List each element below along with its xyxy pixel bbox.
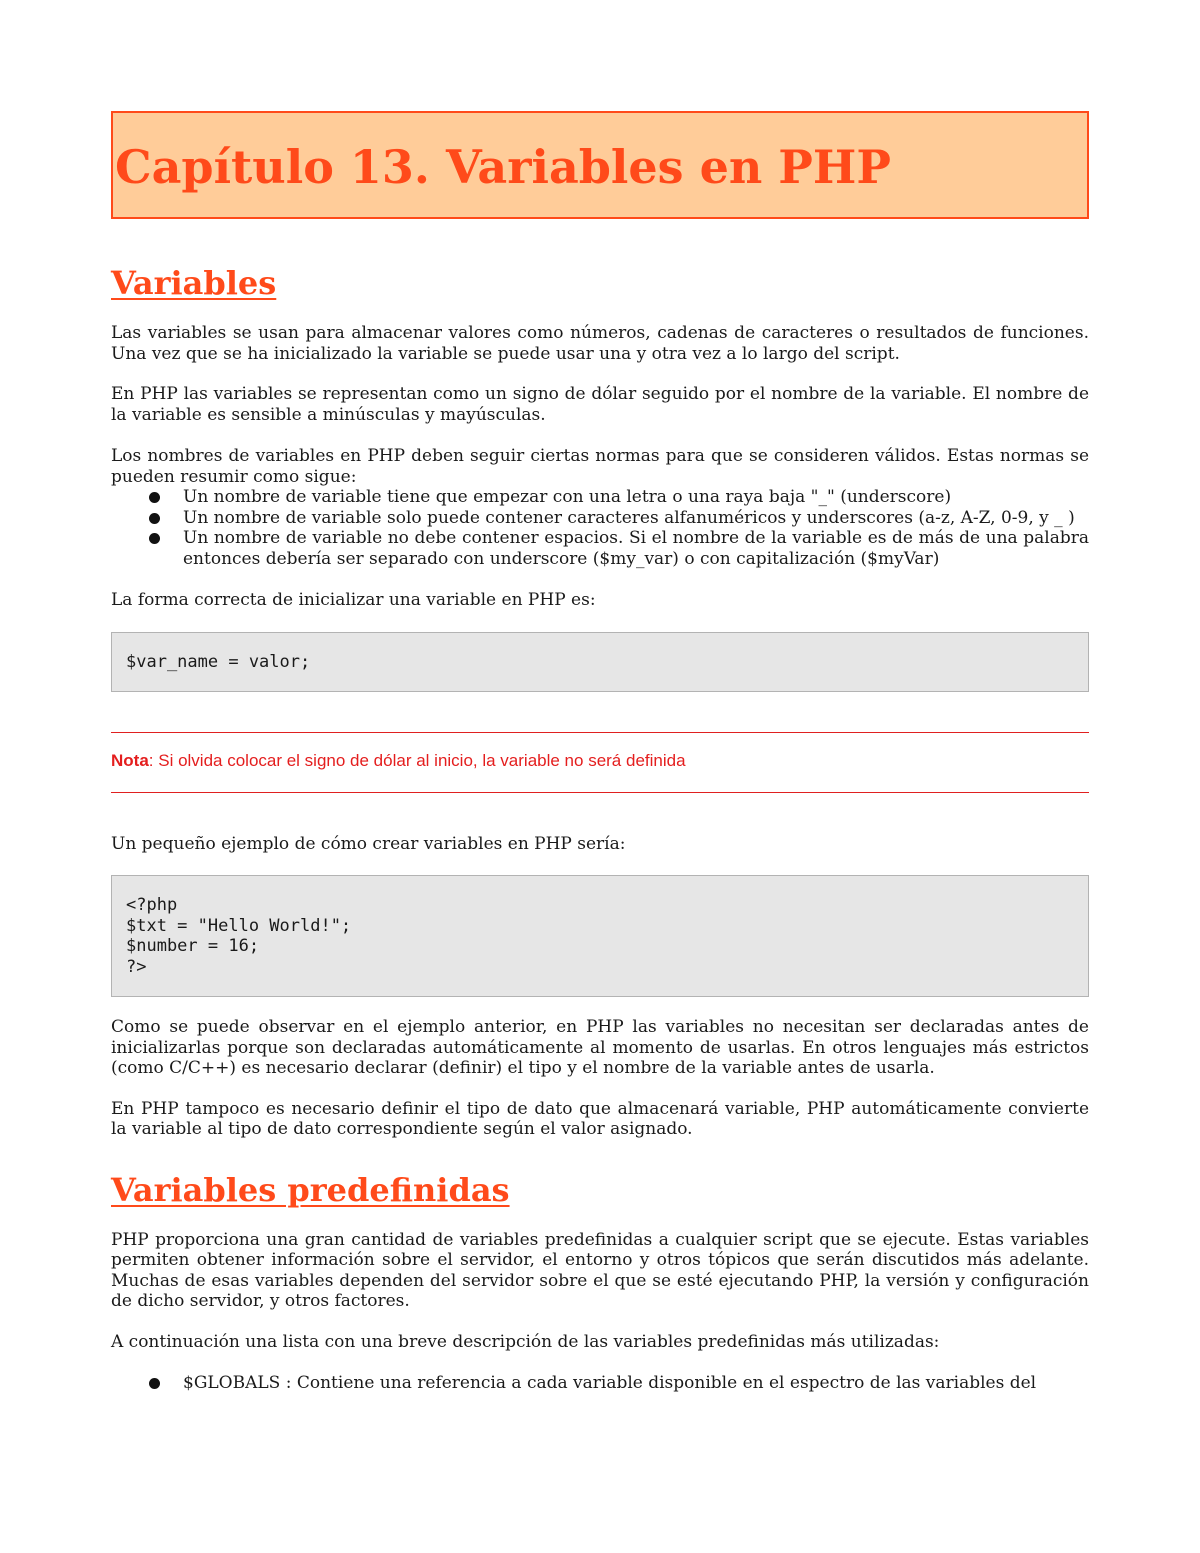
paragraph-naming-rules: Los nombres de variables en PHP deben seguir ciertas normas para que se consideren válidos. Estas normas se pueden resumir como sigue:	[111, 446, 1089, 487]
code-block-example: <?php $txt = "Hello World!"; $number = 16; ?>	[111, 875, 1089, 997]
paragraph-type-conversion: En PHP tampoco es necesario definir el tipo de dato que almacenará variable, PHP automáticamente convierte la variable al tipo de dato correspondiente según el valor asignado.	[111, 1098, 1089, 1139]
section-heading-predefined: Variables predefinidas	[111, 1170, 510, 1209]
note-box	[111, 732, 1089, 793]
paragraph-intro: Las variables se usan para almacenar valores como números, cadenas de caracteres o resultados de funciones. Una vez que se ha inicializado la variable se puede usar una y otra vez a lo largo del script.	[111, 323, 1089, 364]
chapter-title-box	[111, 111, 1089, 219]
bullet-icon	[149, 492, 160, 503]
list-item	[111, 508, 1089, 529]
list-item	[111, 1373, 1089, 1394]
section-heading-variables: Variables	[111, 264, 277, 302]
paragraph-no-declaration: Como se puede observar en el ejemplo anterior, en PHP las variables no necesitan ser declaradas antes de inicializarlas porque son declaradas automáticamente al momento de usarlas. En otros lenguajes más estrictos (como C/C++) es necesario declarar (definir) el tipo y el nombre de la variable antes de usarla.	[111, 1017, 1089, 1078]
list-item-text: Un nombre de variable no debe contener espacios. Si el nombre de la variable es de más de una palabra entonces debería ser separado con underscore ($my_var) o con capitalización ($myVar)	[183, 528, 1089, 569]
bullet-icon	[149, 513, 160, 524]
paragraph-dollar-sign: En PHP las variables se representan como un signo de dólar seguido por el nombre de la variable. El nombre de la variable es sensible a minúsculas y mayúsculas.	[111, 384, 1089, 425]
chapter-title: Capítulo 13. Variables en PHP	[115, 140, 891, 194]
list-item-text: Un nombre de variable tiene que empezar con una letra o una raya baja "_" (underscore)	[183, 487, 952, 507]
list-item-text: $GLOBALS : Contiene una referencia a cada variable disponible en el espectro de las variables del	[183, 1373, 1037, 1393]
list-item	[111, 487, 1089, 508]
paragraph-predefined-intro: PHP proporciona una gran cantidad de variables predefinidas a cualquier script que se ejecute. Estas variables permiten obtener información sobre el servidor, el entorno y otros tópicos que serán discutidos más adelante. Muchas de esas variables dependen del servidor sobre el que se esté ejecutando PHP, la versión y configuración de dicho servidor, y otros factores.	[111, 1229, 1089, 1311]
predefined-variables-list	[111, 1373, 1089, 1394]
list-item-text: Un nombre de variable solo puede contener caracteres alfanuméricos y underscores (a-z, A-Z, 0-9, y _ )	[183, 507, 1075, 528]
bullet-icon	[149, 533, 160, 544]
paragraph-example-intro: Un pequeño ejemplo de cómo crear variables en PHP sería:	[111, 833, 626, 854]
naming-rules-list	[111, 487, 1089, 569]
list-item	[111, 528, 1089, 569]
paragraph-init-form: La forma correcta de inicializar una variable en PHP es:	[111, 590, 596, 610]
note-label: Nota	[111, 750, 149, 770]
document-page	[111, 111, 1089, 1394]
paragraph-predefined-list-intro: A continuación una lista con una breve descripción de las variables predefinidas más utilizadas:	[111, 1331, 940, 1352]
note-text: : Si olvida colocar el signo de dólar al inicio, la variable no será definida	[148, 750, 686, 770]
code-block-syntax: $var_name = valor;	[111, 632, 1089, 692]
bullet-icon	[149, 1378, 160, 1389]
